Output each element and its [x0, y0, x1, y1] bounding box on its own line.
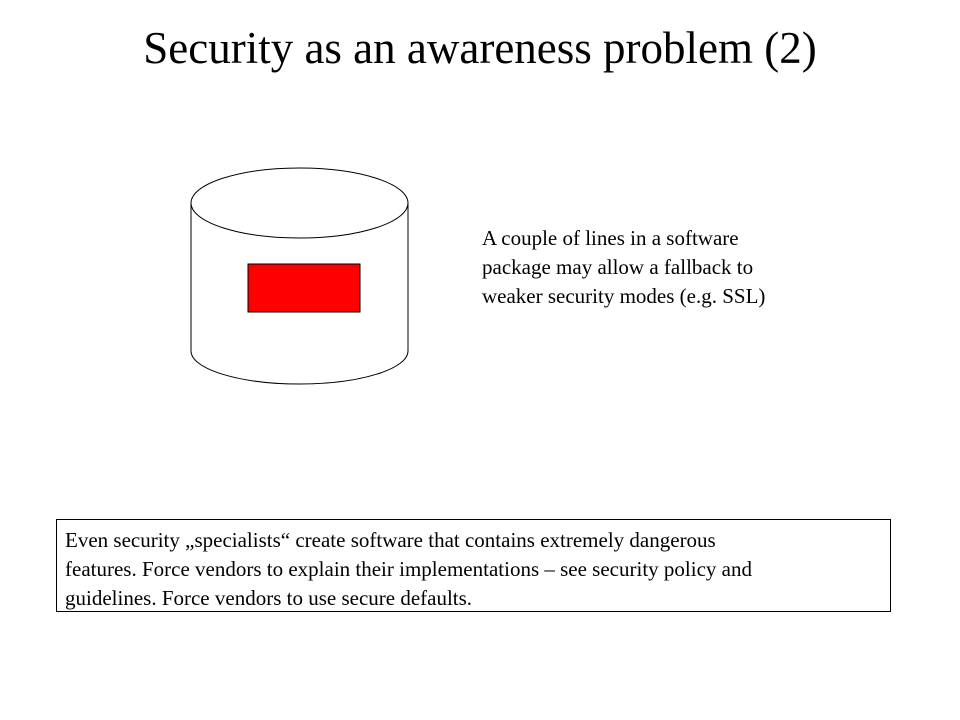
callout-line: weaker security modes (e.g. SSL) — [482, 284, 766, 308]
slide-title: Security as an awareness problem (2) — [143, 23, 817, 73]
note-line: Even security „specialists“ create software that contains extremely dangerous — [65, 528, 716, 552]
code-block-rectangle — [248, 264, 360, 312]
callout-text — [482, 224, 842, 311]
cylinder-top — [191, 168, 408, 238]
callout-line: A couple of lines in a software — [482, 226, 739, 250]
note-box — [56, 519, 891, 612]
note-line: features. Force vendors to explain their implementations – see security policy and — [65, 557, 752, 581]
note-line: guidelines. Force vendors to use secure defaults. — [65, 586, 473, 610]
callout-line: package may allow a fallback to — [482, 255, 754, 279]
